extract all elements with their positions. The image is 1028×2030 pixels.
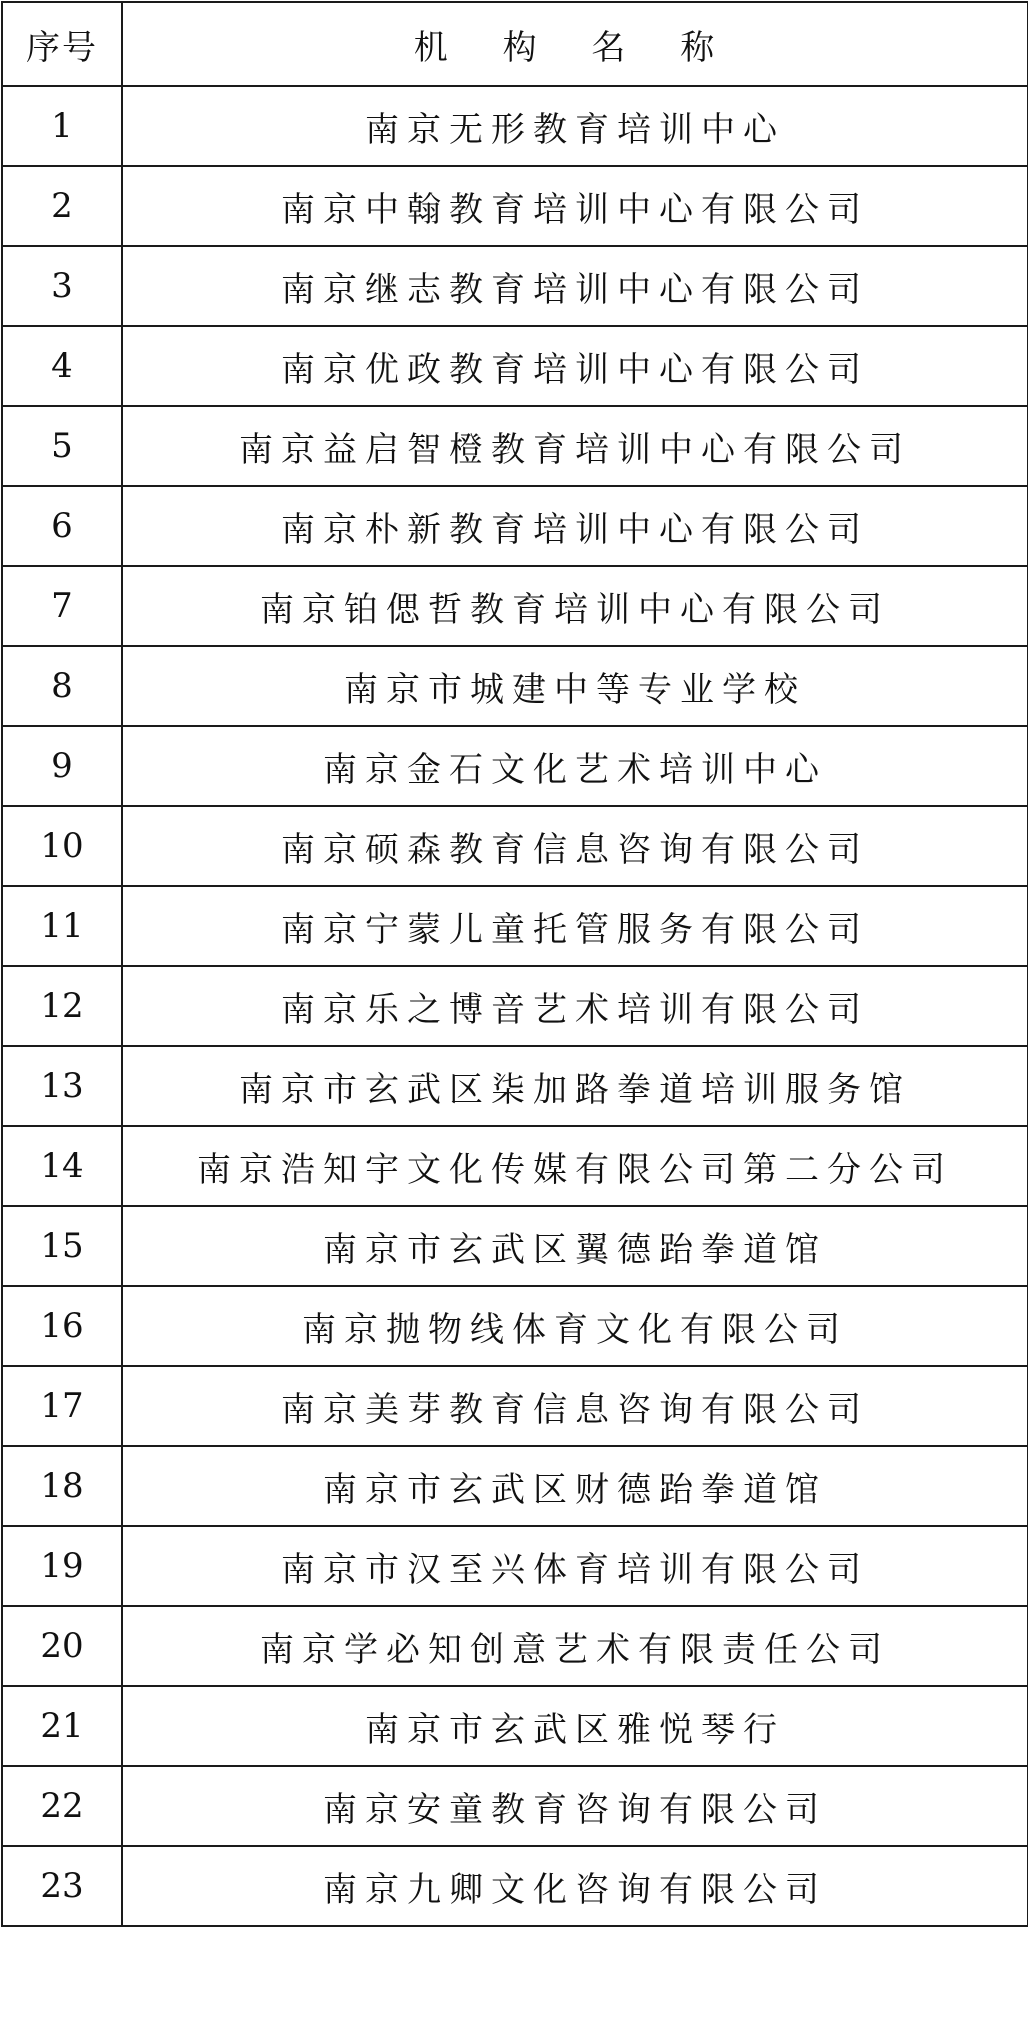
table-row	[2, 886, 1028, 966]
table-row	[2, 1846, 1028, 1926]
table-row	[2, 486, 1028, 566]
table-row	[2, 1606, 1028, 1686]
institution-name: 南京九卿文化咨询有限公司	[122, 1846, 1028, 1926]
row-number: 3	[2, 246, 122, 326]
row-number: 22	[2, 1766, 122, 1846]
institution-name: 南京中翰教育培训中心有限公司	[122, 166, 1028, 246]
institution-name: 南京市玄武区翼德跆拳道馆	[122, 1206, 1028, 1286]
institution-table-sheet	[1, 1, 1027, 2029]
table-row	[2, 1366, 1028, 1446]
institution-name: 南京市汉至兴体育培训有限公司	[122, 1526, 1028, 1606]
institution-name: 南京安童教育咨询有限公司	[122, 1766, 1028, 1846]
table-header	[2, 2, 1028, 86]
institution-name: 南京无形教育培训中心	[122, 86, 1028, 166]
table-row	[2, 566, 1028, 646]
institution-name: 南京硕森教育信息咨询有限公司	[122, 806, 1028, 886]
institution-name: 南京学必知创意艺术有限责任公司	[122, 1606, 1028, 1686]
institution-name: 南京益启智橙教育培训中心有限公司	[122, 406, 1028, 486]
institution-name: 南京优政教育培训中心有限公司	[122, 326, 1028, 406]
row-number: 8	[2, 646, 122, 726]
row-number: 17	[2, 1366, 122, 1446]
row-number: 9	[2, 726, 122, 806]
table-row	[2, 1046, 1028, 1126]
table-row	[2, 966, 1028, 1046]
table-row	[2, 1766, 1028, 1846]
row-number: 20	[2, 1606, 122, 1686]
row-number: 5	[2, 406, 122, 486]
row-number: 2	[2, 166, 122, 246]
institution-table	[1, 1, 1028, 1927]
institution-name: 南京朴新教育培训中心有限公司	[122, 486, 1028, 566]
row-number: 18	[2, 1446, 122, 1526]
table-row	[2, 646, 1028, 726]
institution-name: 南京市玄武区柒加路拳道培训服务馆	[122, 1046, 1028, 1126]
table-body	[2, 86, 1028, 1926]
institution-name: 南京美芽教育信息咨询有限公司	[122, 1366, 1028, 1446]
row-number: 19	[2, 1526, 122, 1606]
row-number: 13	[2, 1046, 122, 1126]
table-row	[2, 326, 1028, 406]
institution-name: 南京乐之博音艺术培训有限公司	[122, 966, 1028, 1046]
institution-name: 南京抛物线体育文化有限公司	[122, 1286, 1028, 1366]
institution-name: 南京市玄武区财德跆拳道馆	[122, 1446, 1028, 1526]
row-number: 16	[2, 1286, 122, 1366]
table-row	[2, 1686, 1028, 1766]
row-number: 4	[2, 326, 122, 406]
row-number: 23	[2, 1846, 122, 1926]
table-row	[2, 166, 1028, 246]
table-row	[2, 806, 1028, 886]
table-row	[2, 406, 1028, 486]
institution-name: 南京宁蒙儿童托管服务有限公司	[122, 886, 1028, 966]
header-row	[2, 2, 1028, 86]
row-number: 15	[2, 1206, 122, 1286]
row-number: 12	[2, 966, 122, 1046]
table-row	[2, 246, 1028, 326]
table-row	[2, 1286, 1028, 1366]
table-row	[2, 1526, 1028, 1606]
header-institution-name: 机 构 名 称	[122, 2, 1028, 86]
institution-name: 南京继志教育培训中心有限公司	[122, 246, 1028, 326]
header-number: 序号	[2, 2, 122, 86]
row-number: 6	[2, 486, 122, 566]
row-number: 10	[2, 806, 122, 886]
row-number: 14	[2, 1126, 122, 1206]
row-number: 21	[2, 1686, 122, 1766]
table-row	[2, 726, 1028, 806]
table-row	[2, 86, 1028, 166]
row-number: 7	[2, 566, 122, 646]
table-row	[2, 1446, 1028, 1526]
institution-name: 南京市城建中等专业学校	[122, 646, 1028, 726]
institution-name: 南京浩知宇文化传媒有限公司第二分公司	[122, 1126, 1028, 1206]
table-row	[2, 1126, 1028, 1206]
row-number: 11	[2, 886, 122, 966]
institution-name: 南京金石文化艺术培训中心	[122, 726, 1028, 806]
institution-name: 南京铂偲哲教育培训中心有限公司	[122, 566, 1028, 646]
table-row	[2, 1206, 1028, 1286]
row-number: 1	[2, 86, 122, 166]
institution-name: 南京市玄武区雅悦琴行	[122, 1686, 1028, 1766]
